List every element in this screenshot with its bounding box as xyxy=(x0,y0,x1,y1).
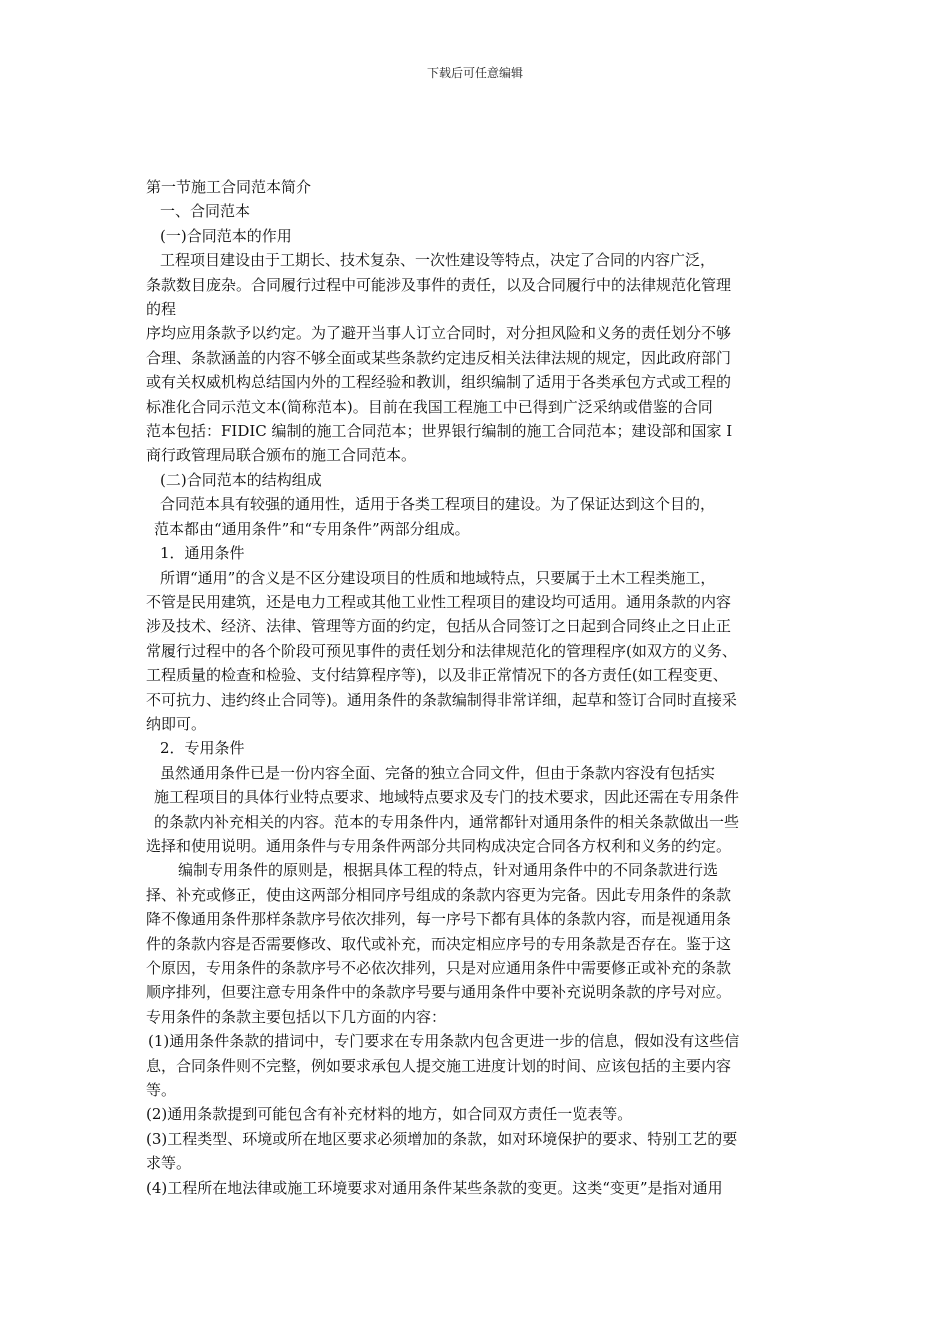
text-line: (二)合同范本的结构组成 xyxy=(160,470,322,489)
text-line: 条款数目庞杂。合同履行过程中可能涉及事件的责任，以及合同履行中的法律规范化管理 xyxy=(146,275,732,294)
text-line: 商行政管理局联合颁布的施工合同范本。 xyxy=(146,446,417,465)
text-line: 合同范本具有较强的通用性，适用于各类工程项目的建设。为了保证达到这个目的， xyxy=(160,495,716,514)
text-line: 不管是民用建筑，还是电力工程或其他工业性工程项目的建设均可适用。通用条款的内容 xyxy=(146,592,732,611)
text-line: 或有关权威机构总结国内外的工程经验和教训，组织编制了适用于各类承包方式或工程的 xyxy=(146,373,732,392)
text-line: 一、合同范本 xyxy=(160,202,251,221)
text-line: 1．通用条件 xyxy=(160,544,245,563)
text-line: (1)通用条件条款的措词中，专门要求在专用条款内包含更进一步的信息，假如没有这些信 xyxy=(148,1032,740,1051)
document-body xyxy=(146,175,816,1200)
text-line: 等。 xyxy=(146,1081,177,1100)
text-line: 的程 xyxy=(146,300,177,319)
text-line: (3)工程类型、环境或所在地区要求必须增加的条款，如对环境保护的要求、特别工艺的要 xyxy=(146,1129,738,1148)
page-header: 下载后可任意编辑 xyxy=(426,66,523,80)
text-line: 工程项目建设由于工期长、技术复杂、一次性建设等特点，决定了合同的内容广泛， xyxy=(160,251,716,270)
text-line: 的条款内补充相关的内容。范本的专用条件内，通常都针对通用条件的相关条款做出一些 xyxy=(154,812,740,831)
text-line: 息，合同条件则不完整，例如要求承包人提交施工进度计划的时间、应该包括的主要内容 xyxy=(146,1056,732,1075)
text-line: 个原因，专用条件的条款序号不必依次排列，只是对应通用条件中需要修正或补充的条款 xyxy=(146,959,732,977)
text-line: 专用条件的条款主要包括以下几方面的内容： xyxy=(146,1007,447,1026)
text-line: 常履行过程中的各个阶段可预见事件的责任划分和法律规范化的管理程序(如双方的义务、 xyxy=(146,641,737,660)
text-line: (2)通用条款提到可能包含有补充材料的地方，如合同双方责任一览表等。 xyxy=(146,1105,633,1124)
text-line: 范本都由“通用条件”和“专用条件”两部分组成。 xyxy=(154,519,470,538)
text-line: 工程质量的检查和检验、支付结算程序等)，以及非正常情况下的各方责任(如工程变更、 xyxy=(146,666,728,685)
text-line: 编制专用条件的原则是，根据具体工程的特点，针对通用条件中的不同条款进行选 xyxy=(178,861,719,880)
text-line: 合理、条款涵盖的内容不够全面或某些条款约定违反相关法律法规的规定，因此政府部门 xyxy=(146,348,732,367)
text-line: 第一节施工合同范本简介 xyxy=(146,178,312,196)
text-line: 降不像通用条件那样条款序号依次排列，每一序号下都有具体的条款内容，而是视通用条 xyxy=(146,910,732,929)
text-line: 顺序排列，但要注意专用条件中的条款序号要与通用条件中要补充说明条款的序号对应。 xyxy=(146,983,732,1002)
text-line: 择、补充或修正，使由这两部分相同序号组成的条款内容更为完备。因此专用条件的条款 xyxy=(146,885,732,904)
text-line: 范本包括：FIDIC 编制的施工合同范本；世界银行编制的施工合同范本；建设部和国家 I xyxy=(146,422,733,441)
text-line: 纳即可。 xyxy=(146,714,207,733)
text-line: 序均应用条款予以约定。为了避开当事人订立合同时，对分担风险和义务的责任划分不够 xyxy=(146,324,732,343)
text-line: 虽然通用条件已是一份内容全面、完备的独立合同文件，但由于条款内容没有包括实 xyxy=(160,763,716,782)
text-line: 不可抗力、违约终止合同等)。通用条件的条款编制得非常详细，起草和签订合同时直接采 xyxy=(146,690,737,709)
text-line: (一)合同范本的作用 xyxy=(160,226,292,245)
text-line: 标准化合同示范文本(简称范本)。目前在我国工程施工中已得到广泛采纳或借鉴的合同 xyxy=(146,397,713,416)
text-line: 2．专用条件 xyxy=(160,739,245,758)
text-line: 施工程项目的具体行业特点要求、地域特点要求及专门的技术要求，因此还需在专用条件 xyxy=(154,788,740,807)
text-line: (4)工程所在地法律或施工环境要求对通用条件某些条款的变更。这类“变更”是指对通用 xyxy=(146,1178,723,1197)
text-line: 选择和使用说明。通用条件与专用条件两部分共同构成决定合同各方权利和义务的约定。 xyxy=(146,836,732,855)
text-line: 件的条款内容是否需要修改、取代或补充，而决定相应序号的专用条款是否存在。鉴于这 xyxy=(146,934,732,953)
text-line: 所谓“通用”的含义是不区分建设项目的性质和地域特点，只要属于土木工程类施工， xyxy=(160,568,716,587)
text-line: 求等。 xyxy=(146,1154,192,1173)
text-line: 涉及技术、经济、法律、管理等方面的约定，包括从合同签订之日起到合同终止之日止正 xyxy=(146,617,732,636)
